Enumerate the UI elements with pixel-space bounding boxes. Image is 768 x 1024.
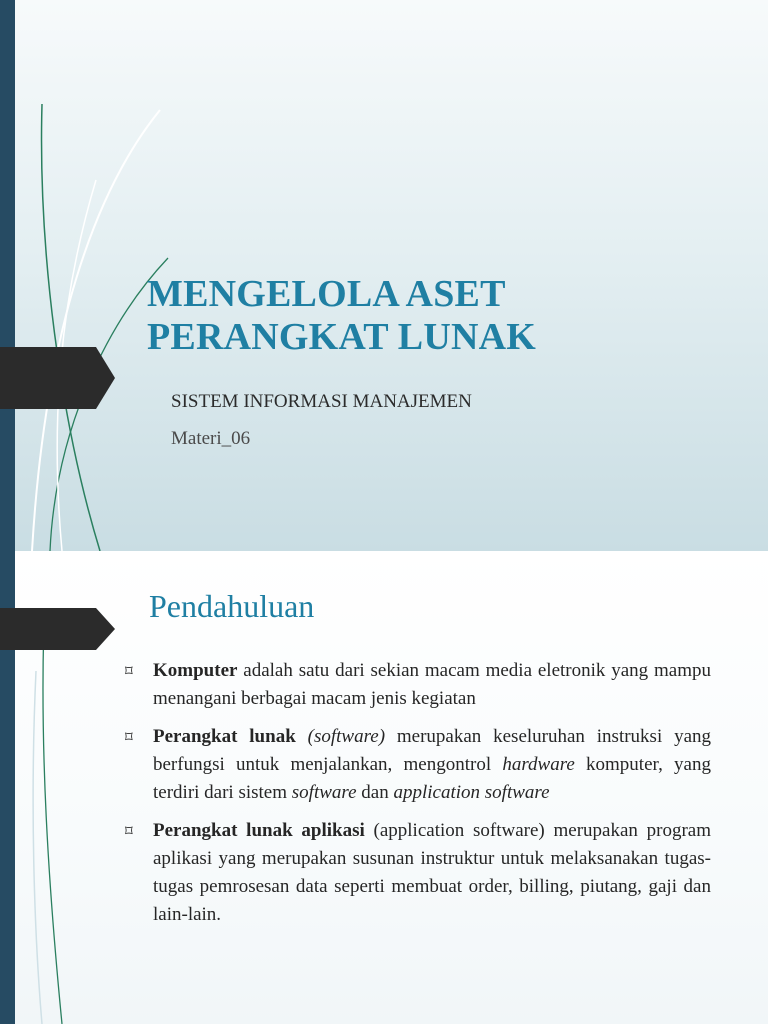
title-line-1: MENGELOLA ASET [147, 273, 506, 315]
bullet-text: komputer, yang terdiri dari sistem [153, 754, 711, 803]
slide-title [147, 273, 707, 359]
list-item [124, 723, 711, 807]
bullet-term: Perangkat lunak [153, 726, 296, 747]
arrow-tab-icon [0, 347, 118, 409]
bullet-icon: ⌑ [125, 728, 133, 746]
bullet-term: Komputer [153, 660, 238, 681]
bullet-icon: ⌑ [125, 662, 133, 680]
list-item [124, 657, 711, 713]
bullet-italic: software [291, 782, 357, 803]
bullet-italic: (software) [307, 726, 386, 747]
bullet-text: adalah satu dari sekian macam media eletronik yang mampu menangani berbagai macam jenis kegiatan [153, 660, 711, 709]
bullet-italic: application software [393, 782, 550, 803]
bullet-term: Perangkat lunak aplikasi [153, 820, 365, 841]
section-heading: Pendahuluan [149, 588, 315, 624]
title-line-2: PERANGKAT LUNAK [147, 316, 537, 358]
bullet-icon: ⌑ [125, 822, 133, 840]
bullet-italic: hardware [502, 754, 575, 775]
bullet-text: dan [356, 782, 394, 803]
bullet-list [124, 657, 711, 939]
bullet-text: merupakan keseluruhan instruksi yang berfungsi untuk menjalankan, mengontrol [153, 726, 712, 775]
materi-label: Materi_06 [171, 428, 251, 449]
slide-subtitle: SISTEM INFORMASI MANAJEMEN [171, 391, 472, 412]
bullet-text: (application software) merupakan program aplikasi yang merupakan susunan instruktur untuk melaksanakan tugas-tugas pemrosesan data seperti membuat order, billing, piutang, gaji dan lain-lain. [153, 820, 711, 925]
list-item [124, 817, 711, 929]
arrow-tab-icon [0, 608, 118, 650]
